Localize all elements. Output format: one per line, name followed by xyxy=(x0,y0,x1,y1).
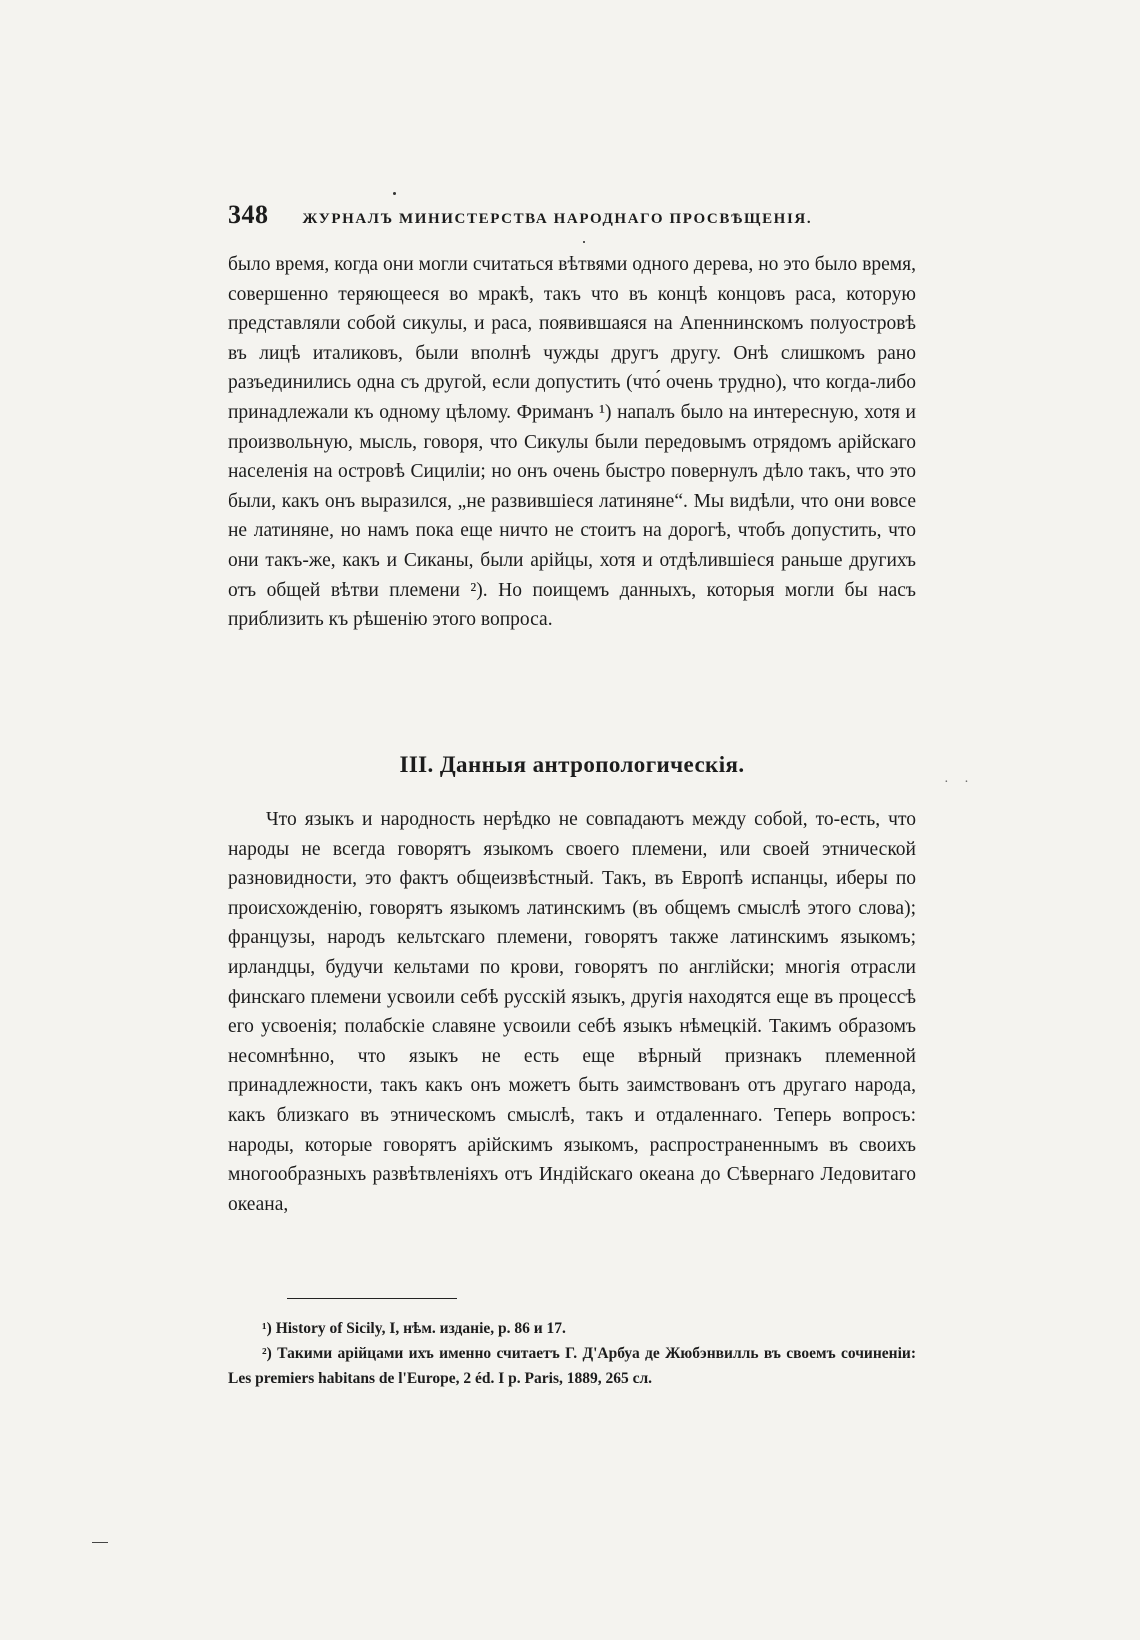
footnote-1 xyxy=(228,1316,916,1341)
print-speck xyxy=(583,241,585,243)
print-speck xyxy=(393,192,396,195)
footnote-divider xyxy=(287,1298,457,1299)
running-title: ЖУРНАЛЪ МИНИСТЕРСТВА НАРОДНАГО ПРОСВѢЩЕНІЯ. xyxy=(302,211,813,227)
page-header xyxy=(228,200,888,230)
footnote-text: Такими арійцами ихъ именно считаетъ Г. Д'Арбуа де Жюбэнвилль въ своемъ сочиненіи: Les premiers habitans de l'Europe, 2 éd. I p. Paris, 1889, 265 сл. xyxy=(228,1345,917,1387)
footnote-2 xyxy=(228,1341,916,1391)
print-speck: · · xyxy=(944,775,975,790)
section-heading: III. Данныя антропологическія. xyxy=(399,752,745,777)
page-number: 348 xyxy=(228,200,269,229)
footnote-marker: ²) xyxy=(262,1345,272,1362)
footnotes xyxy=(228,1316,916,1391)
footnote-text: History of Sicily, I, нѣм. изданіе, p. 86 и 17. xyxy=(275,1320,566,1337)
body-paragraph-2: Что языкъ и народность нерѣдко не совпадаютъ между собой, то-есть, что народы не всегда говорятъ языкомъ своего племени, или своей этнической разновидности, это фактъ общеизвѣстный. Такъ, въ Европѣ испанцы, иберы по происхожденію, говорятъ языкомъ латинскимъ (въ общемъ смыслѣ этого слова); французы, народъ кельтскаго племени, говорятъ также латинскимъ языкомъ; ирландцы, будучи кельтами по крови, говорятъ по англійски; многія отрасли финскаго племени усвоили себѣ русскій языкъ, другія находятся еще въ процессѣ его усвоенія; полабскіе славяне усвоили себѣ языкъ нѣмецкій. Такимъ образомъ несомнѣнно, что языкъ не есть еще вѣрный признакъ племенной принадлежности, такъ какъ онъ можетъ быть заимствованъ отъ другаго народа, какъ близкаго въ этническомъ смыслѣ, такъ и отдаленнаго. Теперь вопросъ: народы, которые говорятъ арійскимъ языкомъ, распространеннымъ въ своихъ многообразныхъ развѣтвленіяхъ отъ Индійскаго океана до Сѣвернаго Ледовитаго океана, xyxy=(228,809,916,1215)
footnote-marker: ¹) xyxy=(262,1320,272,1337)
margin-mark xyxy=(92,1542,108,1543)
body-paragraph-1: было время, когда они могли считаться вѣтвями одного дерева, но это было время, совершенно теряющееся во мракѣ, такъ что въ концѣ концовъ раса, которую представляли собой сикулы, и раса, появившаяся на Апеннинскомъ полуостровѣ въ лицѣ италиковъ, были вполнѣ чужды другъ другу. Онѣ слишкомъ рано разъединились одна съ другой, если допустить (что́ очень трудно), что когда-либо принадлежали къ одному цѣлому. Фриманъ ¹) напалъ было на интересную, хотя и произвольную, мысль, говоря, что Сикулы были передовымъ отрядомъ арійскаго населенія на островѣ Сициліи; но онъ очень быстро повернулъ дѣло такъ, что это были, какъ онъ выразился, „не развившіеся латиняне“. Мы видѣли, что они вовсе не латиняне, но намъ пока еще ничто не стоитъ на дорогѣ, чтобъ допустить, что они такъ-же, какъ и Сиканы, были арійцы, хотя и отдѣлившіеся раньше другихъ отъ общей вѣтви племени ²). Но поищемъ данныхъ, которыя могли бы насъ приблизить къ рѣшенію этого вопроса. xyxy=(228,254,916,631)
